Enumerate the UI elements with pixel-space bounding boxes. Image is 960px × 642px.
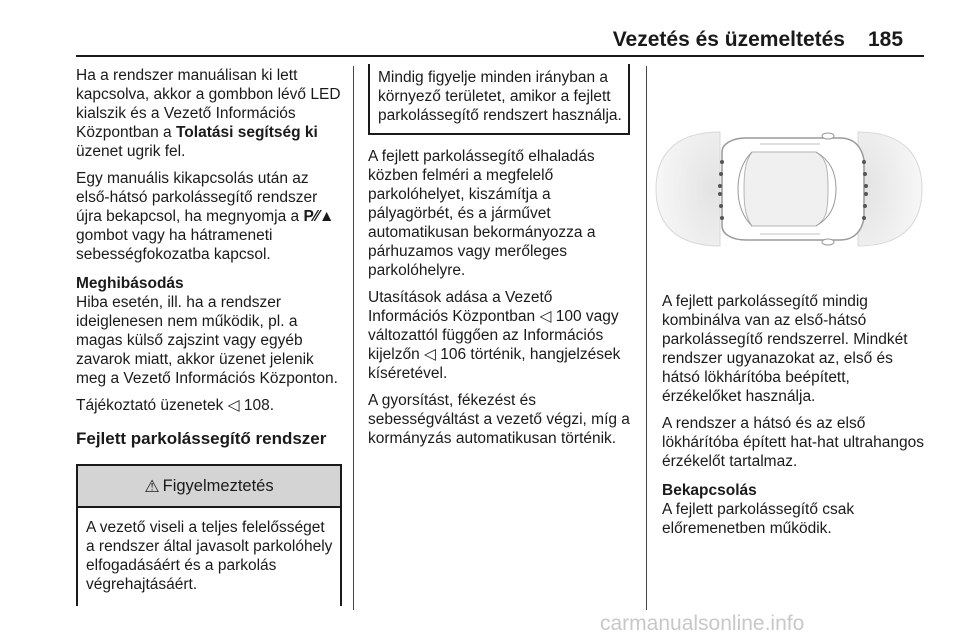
column-divider-2 <box>646 66 647 610</box>
paragraph-info-messages: Tájékoztató üzenetek ◁ 108. <box>76 397 275 414</box>
parking-assist-button-icon: P⁄⁄▲ <box>303 208 335 225</box>
heading-fault: Meghibásodás <box>76 275 184 292</box>
heading-activation: Bekapcsolás <box>662 482 757 499</box>
page-reference-icon: ◁ <box>227 397 240 414</box>
message-text: Tolatási segítség ki <box>175 124 318 141</box>
paragraph-driver-tasks: A gyorsítást, fékezést és sebességváltást a vezető végzi, míg a kormányzás automatikusan történik. <box>368 392 630 447</box>
warning-header <box>78 466 340 508</box>
paragraph-activation: A fejlett parkolássegítő csak előremenetben működik. <box>662 501 855 537</box>
header-divider <box>76 55 924 57</box>
warning-box <box>76 464 342 606</box>
column-3 <box>662 292 930 546</box>
page-number: 185 <box>868 28 904 51</box>
page-reference-icon: ◁ <box>424 346 436 363</box>
warning-title: Figyelmeztetés <box>162 476 274 495</box>
paragraph-sensors: A rendszer a hátsó és az első lökhárítóba épített hat-hat ultrahangos érzékelőt tartalmaz. <box>662 415 924 470</box>
car-sensor-illustration <box>650 100 928 278</box>
mirror-left <box>822 133 834 139</box>
paragraph-reactivation: Egy manuális kikapcsolás után az első-hátsó parkolássegítő rendszer újra bekapcsol, ha megnyomja a P⁄⁄▲ gombot vagy ha hátrameneti sebességfokozatba kapcsol. <box>76 170 335 263</box>
paragraph-fault: Hiba esetén, ill. ha a rendszer ideiglenesen nem működik, pl. a magas külső zajszint vagy egyéb zavarok miatt, akkor üzenet jelenik meg a Vezető Információs Központon. <box>76 294 338 387</box>
paragraph-combined-system: A fejlett parkolássegítő mindig kombinálva van az első-hátsó parkolássegítő rendszerrel. Mindkét rendszer ugyanazokat az, első és hátsó lökhárítóba beépített, érzékelőket használja. <box>662 293 908 405</box>
mirror-right <box>822 239 834 245</box>
page-header-title: Vezetés és üzemeltetés <box>612 28 845 51</box>
heading-advanced-parking-assist: Fejlett parkolássegítő rendszer <box>76 429 327 448</box>
column-divider-1 <box>353 66 354 610</box>
front-sensor-zone <box>858 132 922 246</box>
note-text: Mindig figyelje minden irányban a környező területet, amikor a fejlett parkolássegítő rendszert használja. <box>378 69 622 124</box>
note-box <box>368 64 630 135</box>
paragraph-advanced-description: A fejlett parkolássegítő elhaladás közben felméri a megfelelő parkolóhelyet, kiszámítja a pályagörbét, és a járművet automatikusan bekormányozza a párhuzamos vagy merőleges parkolóhelyre. <box>368 148 596 279</box>
rear-sensor-zone <box>656 132 720 246</box>
page-reference-icon: ◁ <box>539 308 552 325</box>
warning-triangle-icon: ⚠ <box>144 476 160 496</box>
warning-text: A vezető viseli a teljes felelősséget a rendszer által javasolt parkolóhely elfogadásáért és a parkolás végrehajtásáért. <box>86 519 333 593</box>
paragraph-manual-off: Ha a rendszer manuálisan ki lett kapcsolva, akkor a gombbon lévő LED kialszik és a Vezető Információs Központban a Tolatási segítség ki üzenet ugrik fel. <box>76 67 341 160</box>
column-2 <box>368 64 636 456</box>
column-1 <box>76 66 346 606</box>
paragraph-instructions: Utasítások adása a Vezető Információs Központban ◁ 100 vagy változattól függően az Információs kijelzőn ◁ 106 történik, hangjelzések kíséretével. <box>368 289 621 382</box>
car-sensor-svg <box>650 100 928 278</box>
car-roof <box>744 152 828 226</box>
site-watermark: carmanualsonline.info <box>600 612 805 635</box>
